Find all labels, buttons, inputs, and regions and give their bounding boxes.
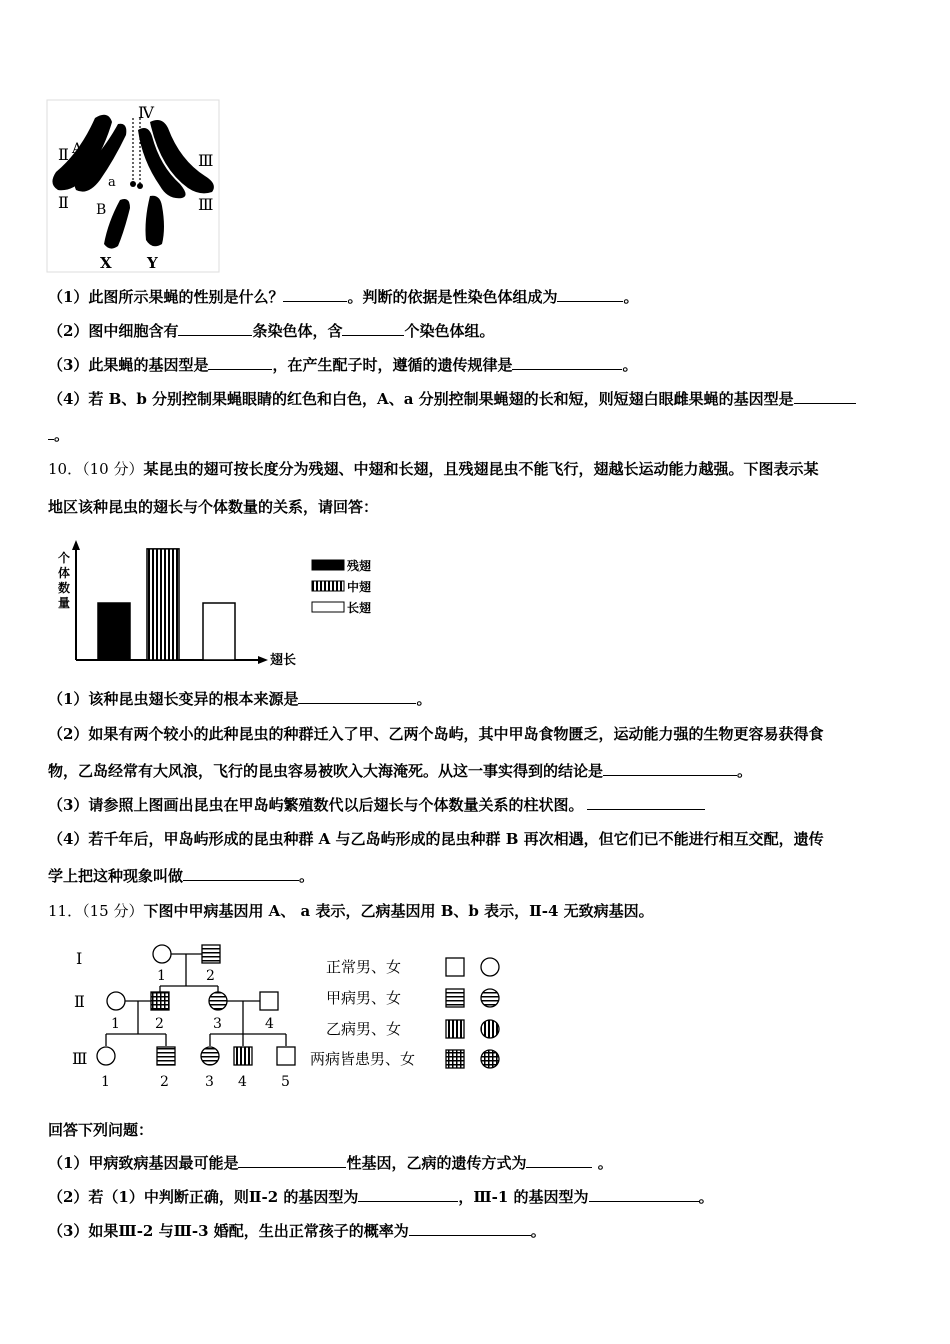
legend-both-female-icon <box>481 1050 499 1068</box>
q11-part2: （2）若（1）中判断正确，则Ⅱ-2 的基因型为 ，Ⅲ-1 的基因型为 。 <box>48 1188 714 1206</box>
label-a-lower: a <box>108 175 116 190</box>
q11-intro: 11．（15 分）下图中甲病基因用 A、 a 表示，乙病基因用 B、b 表示，Ⅱ-4 无致病基因。 <box>48 902 654 920</box>
q10-part3: （3）请参照上图画出昆虫在甲岛屿繁殖数代以后翅长与个体数量关系的柱状图。 <box>48 795 705 815</box>
blank[interactable] <box>557 287 623 302</box>
blank[interactable] <box>409 1221 531 1236</box>
svg-text:2: 2 <box>160 1074 169 1090</box>
svg-text:3: 3 <box>213 1016 222 1032</box>
legend-normal-male-icon <box>446 958 464 976</box>
pedigree-i-1-female <box>153 945 171 963</box>
label-a-upper: A <box>72 141 83 157</box>
bar-medium-wing <box>147 549 179 660</box>
svg-text:1: 1 <box>101 1074 110 1090</box>
legend-swatch-medium <box>312 581 344 591</box>
gen-label-ii: Ⅱ <box>74 992 85 1011</box>
blank[interactable] <box>238 1153 346 1168</box>
pedigree-ii-1-female <box>107 992 125 1010</box>
chromosome-y <box>146 196 165 247</box>
pedigree-iii-4-male <box>234 1047 252 1065</box>
chromosome-figure <box>47 100 219 272</box>
svg-text:1: 1 <box>157 968 166 984</box>
legend-label-medium: 中翅 <box>347 580 372 594</box>
pedigree-legend-both: 两病皆患男、女 <box>310 1050 416 1068</box>
blank[interactable] <box>358 1187 458 1202</box>
q9-part3: （3）此果蝇的基因型是 ，在产生配子时，遵循的遗传规律是 。 <box>48 356 638 374</box>
wing-length-chart <box>58 540 371 668</box>
label-iii-top: Ⅲ <box>198 151 214 170</box>
label-x: X <box>100 254 112 272</box>
q11-answer-prompt: 回答下列问题： <box>48 1121 154 1139</box>
label-ii-top: Ⅱ <box>58 145 69 164</box>
blank[interactable] <box>283 287 347 302</box>
legend-disease-a-male-icon <box>446 989 464 1007</box>
svg-text:2: 2 <box>206 968 215 984</box>
pedigree-iii-1-female <box>97 1047 115 1065</box>
blank[interactable] <box>208 355 272 370</box>
q10-part4-cont: 学上把这种现象叫做 。 <box>48 867 315 885</box>
legend-swatch-long <box>312 602 344 612</box>
gen-label-i: Ⅰ <box>76 949 83 968</box>
q10-part1: （1）该种昆虫翅长变异的根本来源是 。 <box>48 690 432 708</box>
svg-text:4: 4 <box>265 1016 274 1032</box>
pedigree-ii-4-male <box>260 992 278 1010</box>
svg-text:1: 1 <box>111 1016 120 1032</box>
q9-part4: （4）若 B、b 分别控制果蝇眼睛的红色和白色，A、a 分别控制果蝇翅的长和短，则短翅白眼雌果蝇的基因型是 <box>48 389 856 409</box>
q10-part2-cont: 物，乙岛经常有大风浪，飞行的昆虫容易被吹入大海淹死。从这一事实得到的结论是 。 <box>48 762 753 780</box>
svg-text:2: 2 <box>155 1016 164 1032</box>
pedigree-iii-2-male <box>157 1047 175 1065</box>
blank[interactable] <box>298 689 416 704</box>
legend-disease-b-male-icon <box>446 1020 464 1038</box>
pedigree-ii-3-female <box>209 992 227 1010</box>
pedigree-legend-disease-a: 甲病男、女 <box>326 989 402 1007</box>
blank[interactable] <box>178 321 252 336</box>
blank[interactable] <box>589 1187 699 1202</box>
label-ii-bottom: Ⅱ <box>58 193 69 212</box>
q10-intro: 10．（10 分）某昆虫的翅可按长度分为残翅、中翅和长翅，且残翅昆虫不能飞行，翅越长运动能力越强。下图表示某 <box>48 460 819 478</box>
blank[interactable] <box>794 389 856 404</box>
q10-part2: （2）如果有两个较小的此种昆虫的种群迁入了甲、乙两个岛屿，其中甲岛食物匮乏，运动能力强的生物更容易获得食 <box>48 725 824 743</box>
q9-part2: （2）图中细胞含有 条染色体，含 个染色体组。 <box>48 322 495 340</box>
blank[interactable] <box>342 321 404 336</box>
legend-disease-a-female-icon <box>481 989 499 1007</box>
pedigree-ii-2-male <box>151 992 169 1010</box>
bar-short-wing <box>98 603 130 660</box>
label-b: B <box>96 202 107 218</box>
gen-label-iii: Ⅲ <box>72 1049 88 1068</box>
blank[interactable] <box>526 1153 592 1168</box>
legend-disease-b-female-icon <box>481 1020 499 1038</box>
chart-xlabel: 翅长 <box>270 653 297 668</box>
blank[interactable] <box>512 355 622 370</box>
q9-part1: （1）此图所示果蝇的性别是什么？ 。判断的依据是性染色体组成为 。 <box>48 288 639 306</box>
pedigree-iii-3-female <box>201 1047 219 1065</box>
label-iv: Ⅳ <box>138 103 154 122</box>
chromosome-x <box>104 199 130 249</box>
q9-part4-cont: 。 <box>48 425 69 445</box>
q10-part4: （4）若千年后，甲岛屿形成的昆虫种群 A 与乙岛屿形成的昆虫种群 B 再次相遇，但它们已不能进行相互交配，遗传 <box>48 830 824 848</box>
label-y: Y <box>147 254 158 272</box>
svg-text:4: 4 <box>238 1074 247 1090</box>
blank[interactable] <box>587 795 705 810</box>
svg-text:3: 3 <box>205 1074 214 1090</box>
blank[interactable] <box>603 761 737 776</box>
pedigree-iii-5-male <box>277 1047 295 1065</box>
q10-intro-2: 地区该种昆虫的翅长与个体数量的关系，请回答： <box>48 498 379 516</box>
label-iii-bottom: Ⅲ <box>198 195 214 214</box>
pedigree-legend-normal: 正常男、女 <box>326 958 402 976</box>
q11-part3: （3）如果Ⅲ-2 与Ⅲ-3 婚配，生出正常孩子的概率为 。 <box>48 1222 546 1240</box>
chart-ylabel: 个体数量 <box>58 551 71 610</box>
q11-part1: （1）甲病致病基因最可能是 性基因，乙病的遗传方式为 。 <box>48 1154 613 1172</box>
legend-label-short: 残翅 <box>347 559 372 573</box>
legend-normal-female-icon <box>481 958 499 976</box>
legend-label-long: 长翅 <box>347 601 372 615</box>
bar-long-wing <box>203 603 235 660</box>
svg-text:5: 5 <box>281 1074 290 1090</box>
pedigree-i-2-male <box>202 945 220 963</box>
pedigree-legend-disease-b: 乙病男、女 <box>326 1020 402 1038</box>
legend-swatch-short <box>312 560 344 570</box>
blank[interactable] <box>183 866 299 881</box>
legend-both-male-icon <box>446 1050 464 1068</box>
pedigree-chart <box>72 945 499 1090</box>
